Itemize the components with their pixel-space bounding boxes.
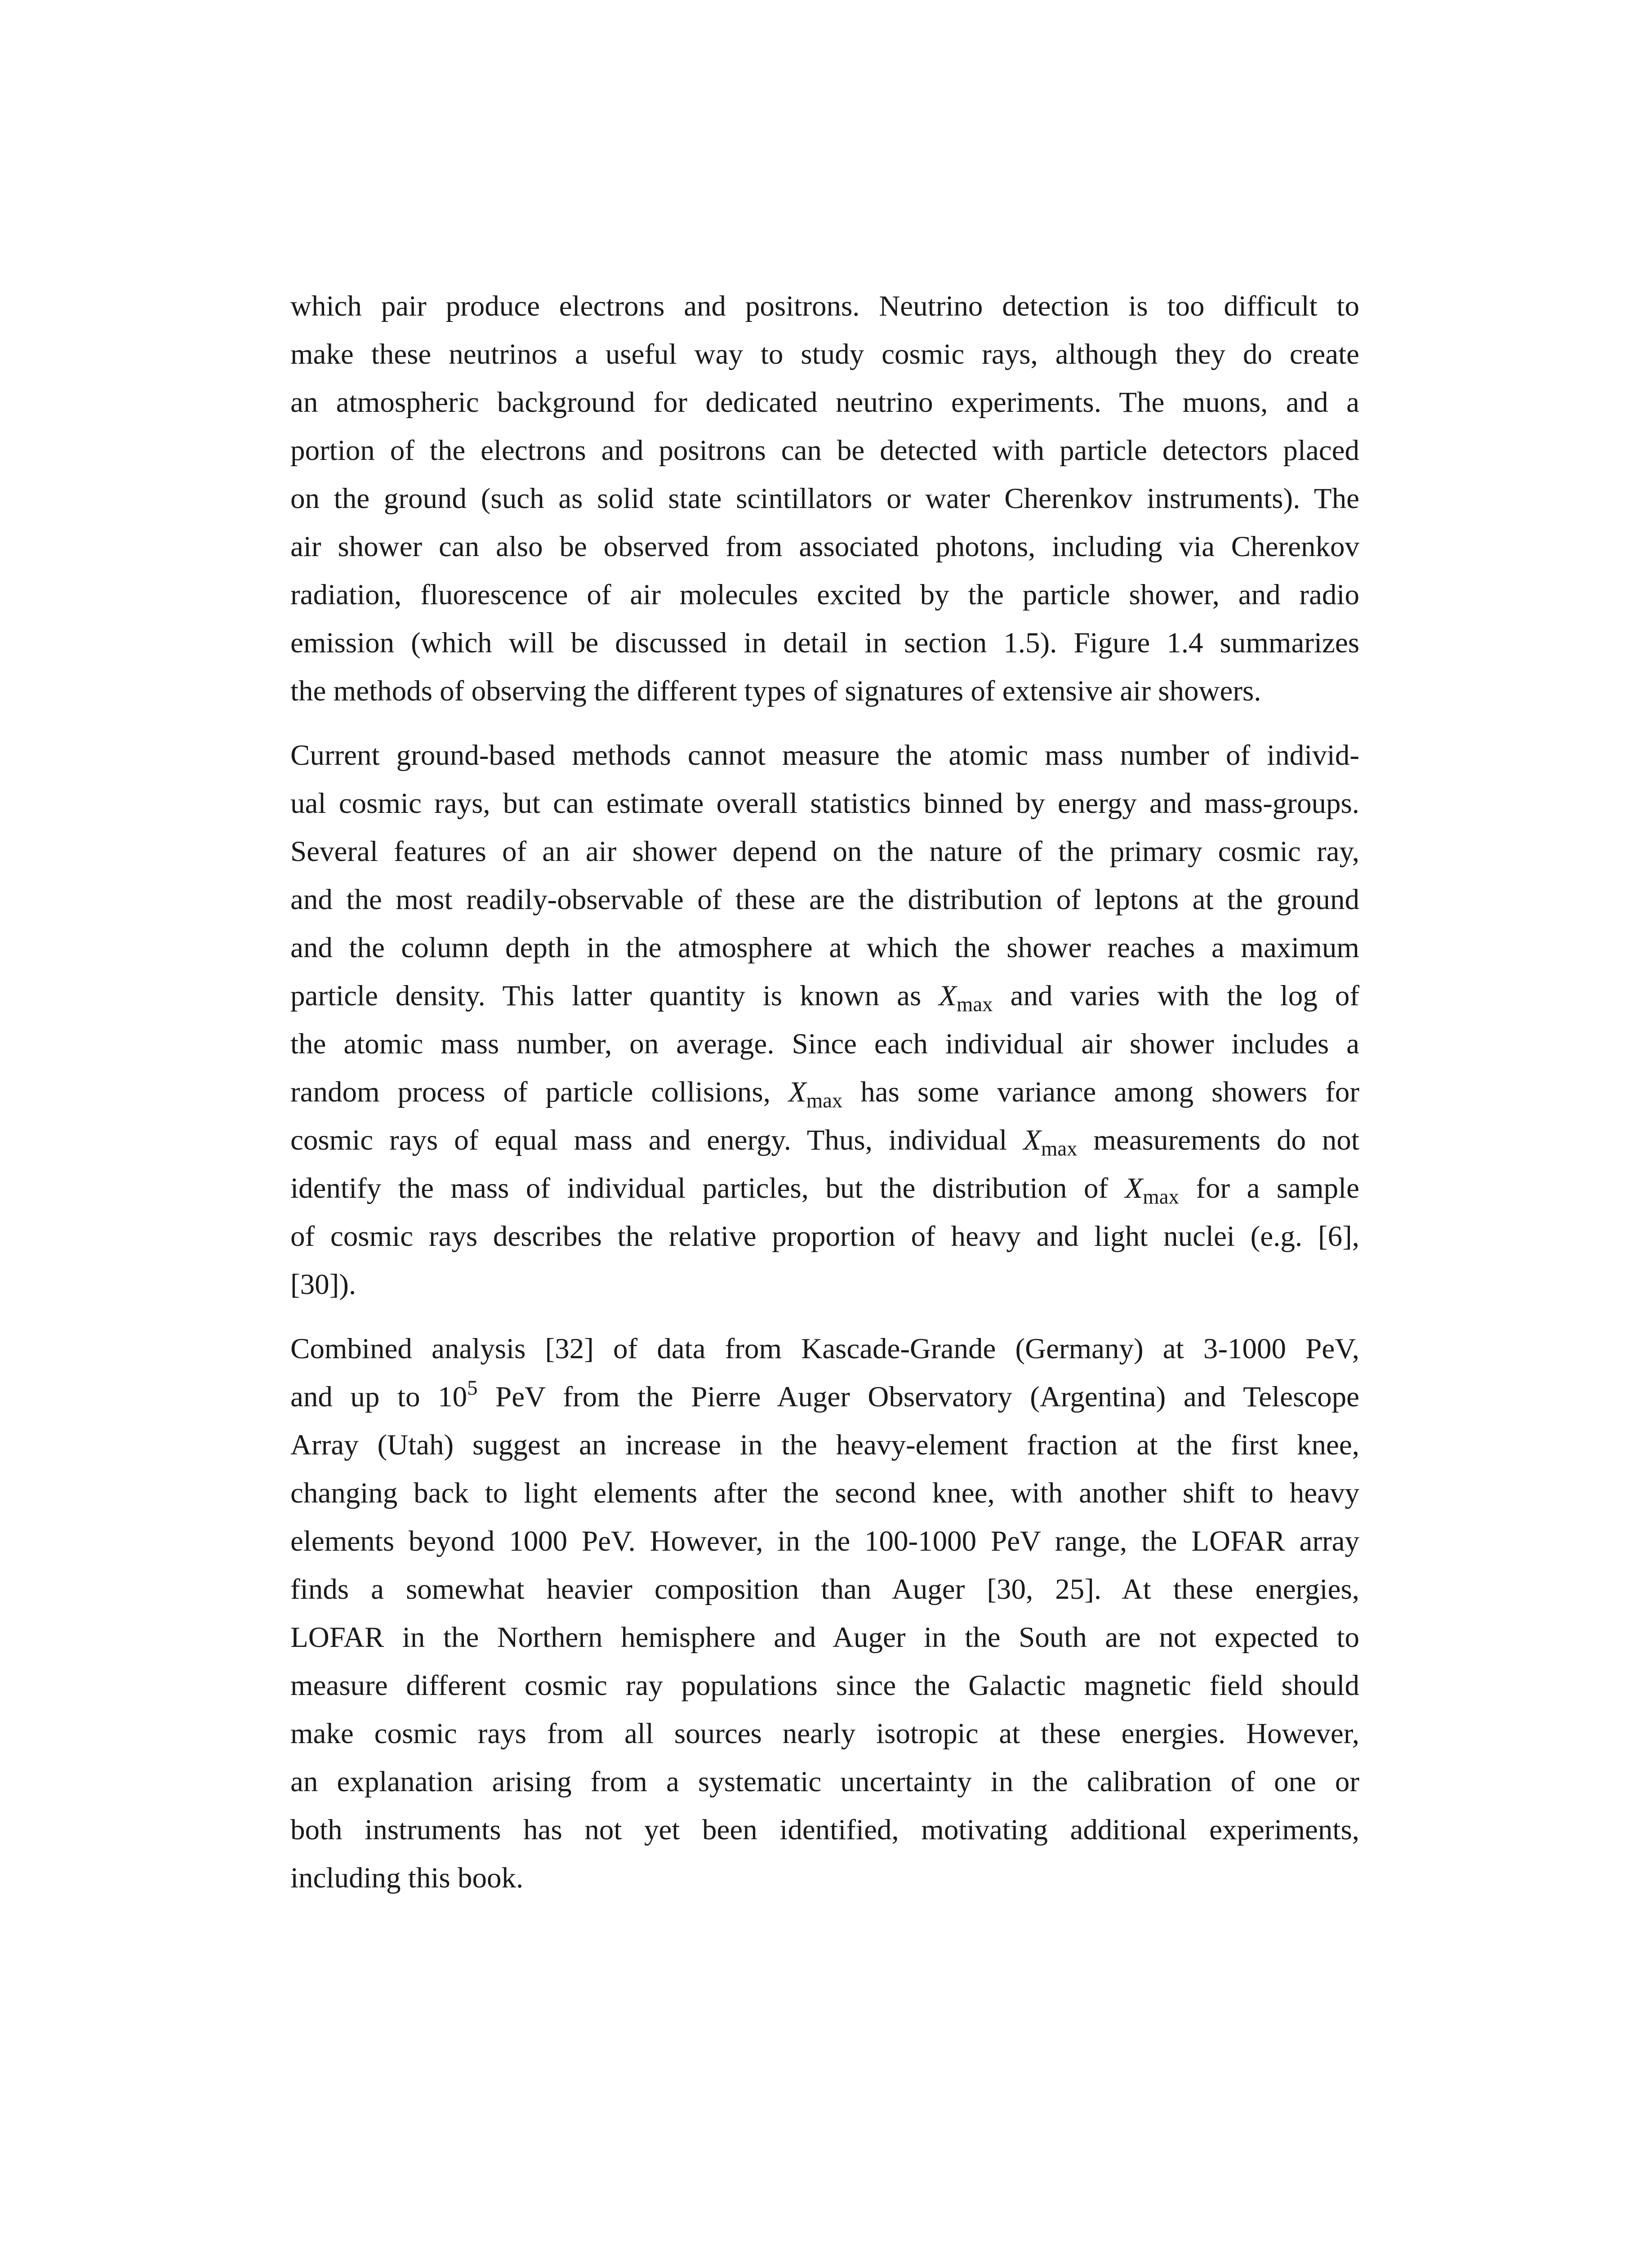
text-line: air shower can also be observed from associated photons, including via Cherenkov — [290, 531, 1359, 563]
xmax-symbol: X — [1125, 1172, 1143, 1204]
xmax-subscript: max — [957, 993, 993, 1017]
text-line: emission (which will be discussed in detail in section 1.5). Figure 1.4 summarizes — [290, 627, 1359, 659]
text-line: of cosmic rays describes the relative proportion of heavy and light nuclei (e.g. [6], — [290, 1220, 1359, 1253]
text-line: changing back to light elements after the second knee, with another shift to heavy — [290, 1477, 1359, 1509]
text-line: portion of the electrons and positrons can be detected with particle detectors placed — [290, 434, 1359, 467]
text-line: including this book. — [290, 1862, 524, 1894]
text-line: and the most readily-observable of these are the distribution of leptons at the ground — [290, 883, 1359, 916]
text-segment: measurements do not — [1077, 1124, 1359, 1156]
xmax-symbol: X — [939, 980, 957, 1012]
text-line: the methods of observing the different types of signatures of extensive air showers. — [290, 675, 1261, 707]
text-line: ual cosmic rays, but can estimate overall statistics binned by energy and mass-groups. — [290, 787, 1359, 820]
text-line: an atmospheric background for dedicated neutrino experiments. The muons, and a — [290, 386, 1359, 419]
text-line: Array (Utah) suggest an increase in the heavy-element fraction at the first knee, — [290, 1429, 1359, 1461]
text-line — [290, 1068, 1359, 1116]
text-line: make cosmic rays from all sources nearly isotropic at these energies. However, — [290, 1717, 1359, 1750]
text-segment: particle density. This latter quantity is known as — [290, 980, 939, 1012]
text-line: measure different cosmic ray populations since the Galactic magnetic field should — [290, 1669, 1359, 1702]
text-line: Several features of an air shower depend on the nature of the primary cosmic ray, — [290, 835, 1359, 868]
text-line: finds a somewhat heavier composition than Auger [30, 25]. At these energies, — [290, 1573, 1359, 1606]
body-text — [290, 282, 1359, 1902]
text-segment: has some variance among showers for — [842, 1076, 1360, 1108]
text-segment: random process of particle collisions, — [290, 1076, 788, 1108]
text-line — [290, 972, 1359, 1020]
text-line: both instruments has not yet been identified, motivating additional experiments, — [290, 1814, 1359, 1846]
paragraph-combined-analysis — [290, 1325, 1359, 1902]
text-line: an explanation arising from a systematic uncertainty in the calibration of one or — [290, 1766, 1359, 1798]
paragraph-xmax-composition — [290, 731, 1359, 1309]
text-line: make these neutrinos a useful way to study cosmic rays, although they do create — [290, 338, 1359, 370]
text-segment: cosmic rays of equal mass and energy. Thus, individual — [290, 1124, 1024, 1156]
exponent: 5 — [467, 1376, 478, 1400]
xmax-subscript: max — [1143, 1185, 1179, 1209]
text-line: and the column depth in the atmosphere at which the shower reaches a maximum — [290, 932, 1359, 964]
text-line: LOFAR in the Northern hemisphere and Auger in the South are not expected to — [290, 1621, 1359, 1654]
text-line: which pair produce electrons and positrons. Neutrino detection is too difficult to — [290, 290, 1359, 322]
text-line: Current ground-based methods cannot measure the atomic mass number of individ- — [290, 739, 1359, 772]
text-segment: identify the mass of individual particles, but the distribution of — [290, 1172, 1125, 1204]
text-line: on the ground (such as solid state scintillators or water Cherenkov instruments). The — [290, 482, 1359, 515]
xmax-subscript: max — [806, 1089, 843, 1113]
text-line: the atomic mass number, on average. Since each individual air shower includes a — [290, 1028, 1359, 1060]
text-segment: and varies with the log of — [993, 980, 1359, 1012]
text-line: elements beyond 1000 PeV. However, in the 100-1000 PeV range, the LOFAR array — [290, 1525, 1359, 1557]
text-line: [30]). — [290, 1268, 356, 1301]
xmax-symbol: X — [788, 1076, 806, 1108]
text-segment: and up to 10 — [290, 1381, 468, 1413]
xmax-symbol: X — [1023, 1124, 1041, 1156]
text-line — [290, 1164, 1359, 1213]
text-line — [290, 1373, 1359, 1421]
text-line — [290, 1116, 1359, 1164]
text-line: Combined analysis [32] of data from Kascade-Grande (Germany) at 3-1000 PeV, — [290, 1333, 1359, 1365]
xmax-subscript: max — [1041, 1137, 1078, 1161]
text-line: radiation, fluorescence of air molecules excited by the particle shower, and radio — [290, 579, 1359, 611]
text-segment: for a sample — [1179, 1172, 1359, 1204]
text-segment: PeV from the Pierre Auger Observatory (Argentina) and Telescope — [477, 1381, 1359, 1413]
paragraph-neutrinos-and-detection — [290, 282, 1359, 715]
